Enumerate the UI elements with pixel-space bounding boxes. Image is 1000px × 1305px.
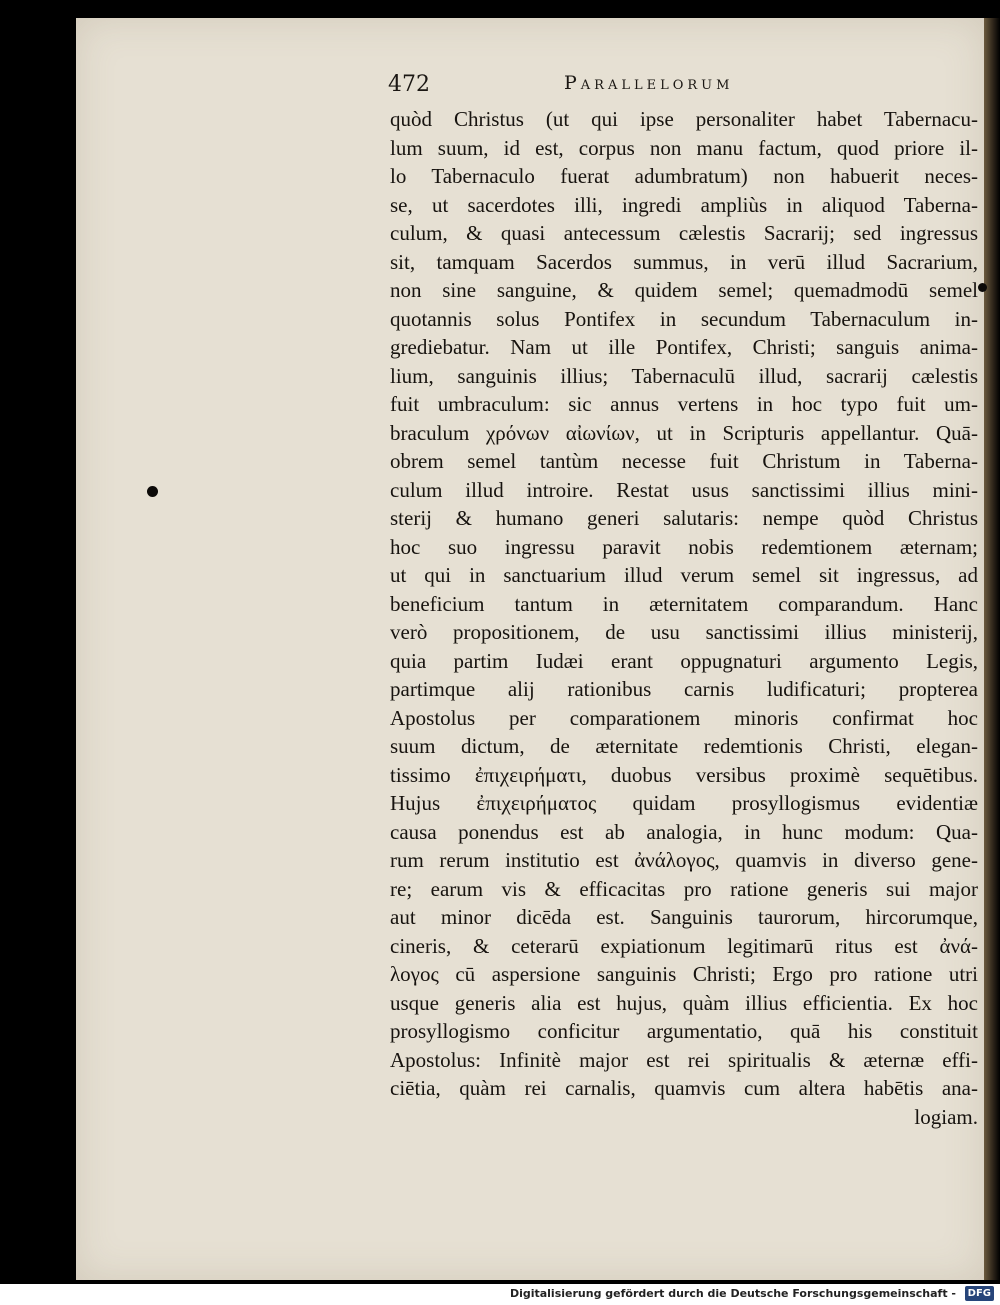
text-line: lium, sanguinis illius; Tabernaculū illud, sacrarij cælestis — [390, 363, 978, 388]
text-line: ciētia, quàm rei carnalis, quamvis cum altera habētis ana- — [390, 1076, 978, 1100]
text-line: re; earum vis & efficacitas pro ratione generis sui major — [390, 876, 978, 901]
text-line: quotannis solus Pontifex in secundum Tabernaculum in- — [390, 306, 978, 331]
text-line: quòd Christus (ut qui ipse personaliter habet Tabernacu- — [390, 107, 978, 131]
text-line: verò propositionem, de usu sanctissimi illius ministerij, — [390, 620, 978, 644]
text-line: partimque alij rationibus carnis ludificaturi; propterea — [390, 677, 978, 701]
text-line: ut qui in sanctuarium illud verum semel sit ingressus, ad — [390, 563, 978, 587]
text-line: se, ut sacerdotes illi, ingredi ampliùs in aliquod Taberna- — [390, 192, 978, 217]
text-line: Hujus ἐπιχειρήματος quidam prosyllogismus evidentiæ — [390, 791, 978, 815]
text-line: obrem semel tantùm necesse fuit Christum in Taberna- — [390, 449, 978, 473]
digitization-credit: Digitalisierung gefördert durch die Deutsche Forschungsgemeinschaft - — [509, 1287, 956, 1300]
text-line: beneficium tantum in æternitatem comparandum. Hanc — [390, 591, 978, 616]
text-line: non sine sanguine, & quidem semel; quemadmodū semel — [390, 278, 978, 302]
text-line: causa ponendus est ab analogia, in hunc modum: Qua- — [390, 819, 978, 844]
text-line: Apostolus per comparationem minoris confirmat hoc — [390, 705, 978, 730]
text-line: aut minor dicēda est. Sanguinis taurorum, hircorumque, — [390, 905, 978, 929]
margin-dot-right — [978, 283, 987, 292]
text-line: Apostolus: Infinitè major est rei spiritualis & æternæ effi- — [390, 1047, 978, 1072]
text-line: cineris, & ceterarū expiationum legitimarū ritus est ἀνά- — [390, 933, 978, 958]
text-line: λογος cū aspersione sanguinis Christi; Ergo pro ratione utri — [390, 962, 978, 986]
text-line: grediebatur. Nam ut ille Pontifex, Christi; sanguis anima- — [390, 335, 978, 359]
text-line: quia partim Iudæi erant oppugnaturi argumento Legis, — [390, 648, 978, 673]
body-text — [390, 105, 978, 1131]
text-line: tissimo ἐπιχειρήματι, duobus versibus proximè sequētibus. — [390, 762, 978, 787]
running-head — [388, 72, 828, 104]
page-number: 472 — [388, 72, 430, 97]
text-line: suum dictum, de æternitate redemtionis Christi, elegan- — [390, 734, 978, 758]
text-line: usque generis alia est hujus, quàm illius efficientia. Ex hoc — [390, 990, 978, 1015]
text-line: sit, tamquam Sacerdos summus, in verū illud Sacrarium, — [390, 249, 978, 274]
text-line: prosyllogismo conficitur argumentatio, quā his constituit — [390, 1019, 978, 1043]
text-line: sterij & humano generi salutaris: nempe quòd Christus — [390, 506, 978, 530]
text-line: culum illud introire. Restat usus sanctissimi illius mini- — [390, 477, 978, 502]
margin-dot-left — [147, 486, 158, 497]
page-edge — [984, 18, 1000, 1280]
running-title: Parallelorum — [564, 72, 734, 94]
text-line: hoc suo ingressu paravit nobis redemtionem æternam; — [390, 534, 978, 559]
text-line-final: logiam. — [914, 1104, 978, 1129]
text-line: culum, & quasi antecessum cælestis Sacrarij; sed ingressus — [390, 221, 978, 245]
text-line: rum rerum institutio est ἀνάλογος, quamvis in diverso gene- — [390, 848, 978, 872]
digitization-footer — [0, 1284, 1000, 1305]
text-line: lo Tabernaculo fuerat adumbratum) non habuerit neces- — [390, 164, 978, 188]
text-line: lum suum, id est, corpus non manu factum, quod priore il- — [390, 135, 978, 160]
text-line: fuit umbraculum: sic annus vertens in hoc typo fuit um- — [390, 392, 978, 416]
text-line: braculum χρόνων αἰωνίων, ut in Scripturis appellantur. Quā- — [390, 420, 978, 445]
dfg-logo: DFG — [965, 1286, 994, 1301]
